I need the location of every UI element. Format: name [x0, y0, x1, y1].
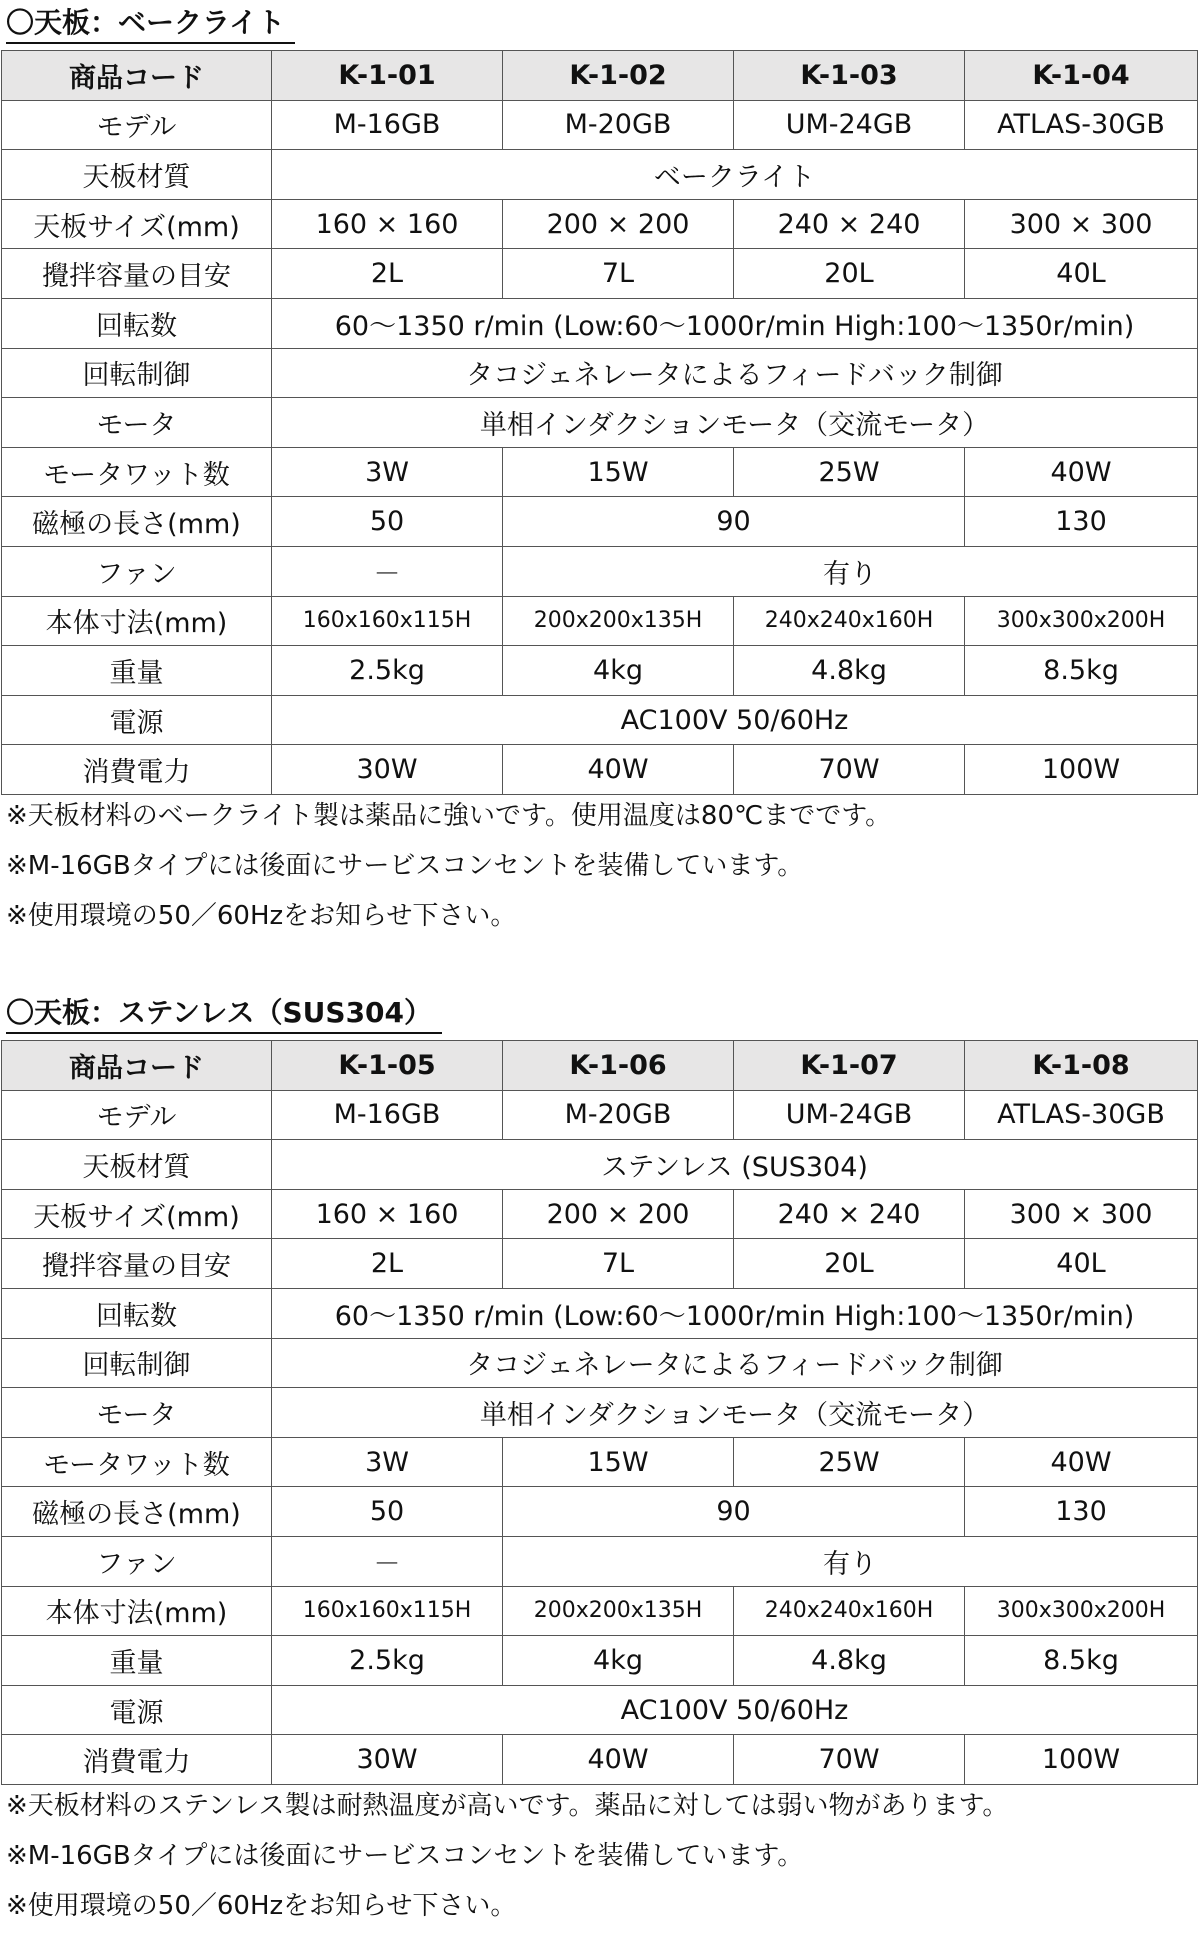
value-cell: 3W: [272, 447, 503, 497]
header-label: 商品コード: [2, 51, 272, 101]
value-cell: 8.5kg: [965, 1636, 1198, 1686]
product-code: K-1-02: [503, 51, 734, 101]
value-cell: 30W: [272, 745, 503, 795]
row-label: 攪拌容量の目安: [2, 1239, 272, 1289]
value-cell: 4.8kg: [734, 1636, 965, 1686]
merged-value: タコジェネレータによるフィードバック制御: [272, 348, 1198, 398]
value-cell: 300 × 300: [965, 199, 1198, 249]
product-code: K-1-01: [272, 51, 503, 101]
product-code: K-1-05: [272, 1041, 503, 1091]
row-label: 重量: [2, 1636, 272, 1686]
value-cell: 100W: [965, 1735, 1198, 1785]
value-cell: 130: [965, 497, 1198, 547]
value-cell: 300x300x200H: [965, 596, 1198, 646]
row-body-size: [2, 1586, 1198, 1636]
value-cell: 2.5kg: [272, 1636, 503, 1686]
value-cell: 200 × 200: [503, 1189, 734, 1239]
value-cell: 200 × 200: [503, 199, 734, 249]
row-label: モータ: [2, 398, 272, 448]
value-cell: 300x300x200H: [965, 1586, 1198, 1636]
value-cell: 2L: [272, 249, 503, 299]
value-cell: 90: [503, 1487, 965, 1537]
row-body-size: [2, 596, 1198, 646]
product-code: K-1-03: [734, 51, 965, 101]
row-label: 電源: [2, 695, 272, 745]
row-label: 消費電力: [2, 1735, 272, 1785]
spec-table: [1, 1040, 1198, 1785]
row-pole-length: [2, 1487, 1198, 1537]
value-cell: 160 × 160: [272, 1189, 503, 1239]
value-cell: M-20GB: [503, 100, 734, 150]
row-plate-size: [2, 199, 1198, 249]
value-cell: M-20GB: [503, 1090, 734, 1140]
value-cell: UM-24GB: [734, 100, 965, 150]
product-code: K-1-06: [503, 1041, 734, 1091]
value-cell: 20L: [734, 1239, 965, 1289]
row-motor-watt: [2, 447, 1198, 497]
value-cell: 240 × 240: [734, 1189, 965, 1239]
merged-value: 単相インダクションモータ（交流モータ）: [272, 1388, 1198, 1438]
row-capacity: [2, 1239, 1198, 1289]
row-label: 天板サイズ(mm): [2, 199, 272, 249]
row-label: 消費電力: [2, 745, 272, 795]
notes: [6, 1781, 1008, 1931]
row-material: [2, 150, 1198, 200]
value-cell: 15W: [503, 1437, 734, 1487]
merged-value: 60～1350 r/min (Low:60～1000r/min High:100～1350r/min): [272, 1288, 1198, 1338]
value-cell: 40W: [965, 1437, 1198, 1487]
row-label: 回転制御: [2, 348, 272, 398]
header-label: 商品コード: [2, 1041, 272, 1091]
notes: [6, 791, 891, 941]
value-cell: 4.8kg: [734, 646, 965, 696]
value-cell: 40L: [965, 1239, 1198, 1289]
row-label: ファン: [2, 1536, 272, 1586]
note-text: ※M-16GBタイプには後面にサービスコンセントを装備しています。: [6, 1841, 804, 1871]
header-row: [2, 51, 1198, 101]
note-text: ※M-16GBタイプには後面にサービスコンセントを装備しています。: [6, 851, 804, 881]
spec-section-2: [0, 990, 1200, 1950]
merged-value: AC100V 50/60Hz: [272, 1685, 1198, 1735]
value-cell: 50: [272, 497, 503, 547]
value-cell: ATLAS-30GB: [965, 100, 1198, 150]
row-label: 電源: [2, 1685, 272, 1735]
value-cell: 25W: [734, 1437, 965, 1487]
row-rpm: [2, 298, 1198, 348]
row-weight: [2, 646, 1198, 696]
row-label: 攪拌容量の目安: [2, 249, 272, 299]
value-cell: ATLAS-30GB: [965, 1090, 1198, 1140]
value-cell: 160x160x115H: [272, 1586, 503, 1636]
row-fan: [2, 546, 1198, 596]
value-cell: 7L: [503, 1239, 734, 1289]
row-label: モータワット数: [2, 447, 272, 497]
row-label: モータワット数: [2, 1437, 272, 1487]
row-fan: [2, 1536, 1198, 1586]
value-cell: 40W: [965, 447, 1198, 497]
value-cell: 70W: [734, 745, 965, 795]
row-model: [2, 100, 1198, 150]
product-code: K-1-04: [965, 51, 1198, 101]
product-code: K-1-07: [734, 1041, 965, 1091]
value-cell: －: [272, 1536, 503, 1586]
note-text: ※天板材料のステンレス製は耐熱温度が高いです。薬品に対しては弱い物があります。: [6, 1791, 1009, 1821]
value-cell: 30W: [272, 1735, 503, 1785]
value-cell: －: [272, 546, 503, 596]
value-cell: 160x160x115H: [272, 596, 503, 646]
value-cell: 2L: [272, 1239, 503, 1289]
row-rpm: [2, 1288, 1198, 1338]
value-cell: 240 × 240: [734, 199, 965, 249]
section-title: 〇天板：ベークライト: [6, 6, 295, 44]
value-cell: 3W: [272, 1437, 503, 1487]
row-label: 本体寸法(mm): [2, 596, 272, 646]
row-motor: [2, 398, 1198, 448]
row-label: 本体寸法(mm): [2, 1586, 272, 1636]
merged-value: 60～1350 r/min (Low:60～1000r/min High:100～1350r/min): [272, 298, 1198, 348]
row-model: [2, 1090, 1198, 1140]
value-cell: 300 × 300: [965, 1189, 1198, 1239]
value-cell: 25W: [734, 447, 965, 497]
row-label: 天板材質: [2, 150, 272, 200]
row-label: モデル: [2, 100, 272, 150]
row-plate-size: [2, 1189, 1198, 1239]
value-cell: 15W: [503, 447, 734, 497]
value-cell: UM-24GB: [734, 1090, 965, 1140]
spec-section-1: [0, 0, 1200, 960]
row-material: [2, 1140, 1198, 1190]
value-cell: 200x200x135H: [503, 1586, 734, 1636]
value-cell: 40L: [965, 249, 1198, 299]
value-cell: 40W: [503, 745, 734, 795]
value-cell: 70W: [734, 1735, 965, 1785]
row-label: 回転数: [2, 298, 272, 348]
merged-value: 単相インダクションモータ（交流モータ）: [272, 398, 1198, 448]
row-label: 磁極の長さ(mm): [2, 497, 272, 547]
value-cell: 4kg: [503, 646, 734, 696]
row-rpm-control: [2, 348, 1198, 398]
value-cell: 240x240x160H: [734, 596, 965, 646]
value-cell: 4kg: [503, 1636, 734, 1686]
row-power: [2, 695, 1198, 745]
value-cell: 7L: [503, 249, 734, 299]
row-label: 回転数: [2, 1288, 272, 1338]
note-text: ※天板材料のベークライト製は薬品に強いです。使用温度は80℃までです。: [6, 801, 892, 831]
value-cell: 有り: [503, 1536, 1198, 1586]
merged-value: タコジェネレータによるフィードバック制御: [272, 1338, 1198, 1388]
row-label: 回転制御: [2, 1338, 272, 1388]
value-cell: 240x240x160H: [734, 1586, 965, 1636]
value-cell: 20L: [734, 249, 965, 299]
merged-value: ステンレス (SUS304): [272, 1140, 1198, 1190]
row-rpm-control: [2, 1338, 1198, 1388]
row-label: モータ: [2, 1388, 272, 1438]
row-consumption: [2, 1735, 1198, 1785]
value-cell: 160 × 160: [272, 199, 503, 249]
row-label: ファン: [2, 546, 272, 596]
merged-value: ベークライト: [272, 150, 1198, 200]
row-label: モデル: [2, 1090, 272, 1140]
value-cell: 2.5kg: [272, 646, 503, 696]
note-text: ※使用環境の50／60Hzをお知らせ下さい。: [6, 901, 517, 931]
row-motor-watt: [2, 1437, 1198, 1487]
row-pole-length: [2, 497, 1198, 547]
value-cell: 40W: [503, 1735, 734, 1785]
row-label: 重量: [2, 646, 272, 696]
value-cell: 130: [965, 1487, 1198, 1537]
section-title: 〇天板：ステンレス（SUS304）: [6, 996, 442, 1034]
merged-value: AC100V 50/60Hz: [272, 695, 1198, 745]
value-cell: 200x200x135H: [503, 596, 734, 646]
product-code: K-1-08: [965, 1041, 1198, 1091]
row-weight: [2, 1636, 1198, 1686]
value-cell: 90: [503, 497, 965, 547]
spec-table: [1, 50, 1198, 795]
row-label: 天板材質: [2, 1140, 272, 1190]
value-cell: 8.5kg: [965, 646, 1198, 696]
row-label: 天板サイズ(mm): [2, 1189, 272, 1239]
row-consumption: [2, 745, 1198, 795]
value-cell: 50: [272, 1487, 503, 1537]
header-row: [2, 1041, 1198, 1091]
note-text: ※使用環境の50／60Hzをお知らせ下さい。: [6, 1891, 517, 1921]
value-cell: M-16GB: [272, 1090, 503, 1140]
value-cell: M-16GB: [272, 100, 503, 150]
value-cell: 100W: [965, 745, 1198, 795]
row-motor: [2, 1388, 1198, 1438]
row-power: [2, 1685, 1198, 1735]
row-capacity: [2, 249, 1198, 299]
value-cell: 有り: [503, 546, 1198, 596]
row-label: 磁極の長さ(mm): [2, 1487, 272, 1537]
